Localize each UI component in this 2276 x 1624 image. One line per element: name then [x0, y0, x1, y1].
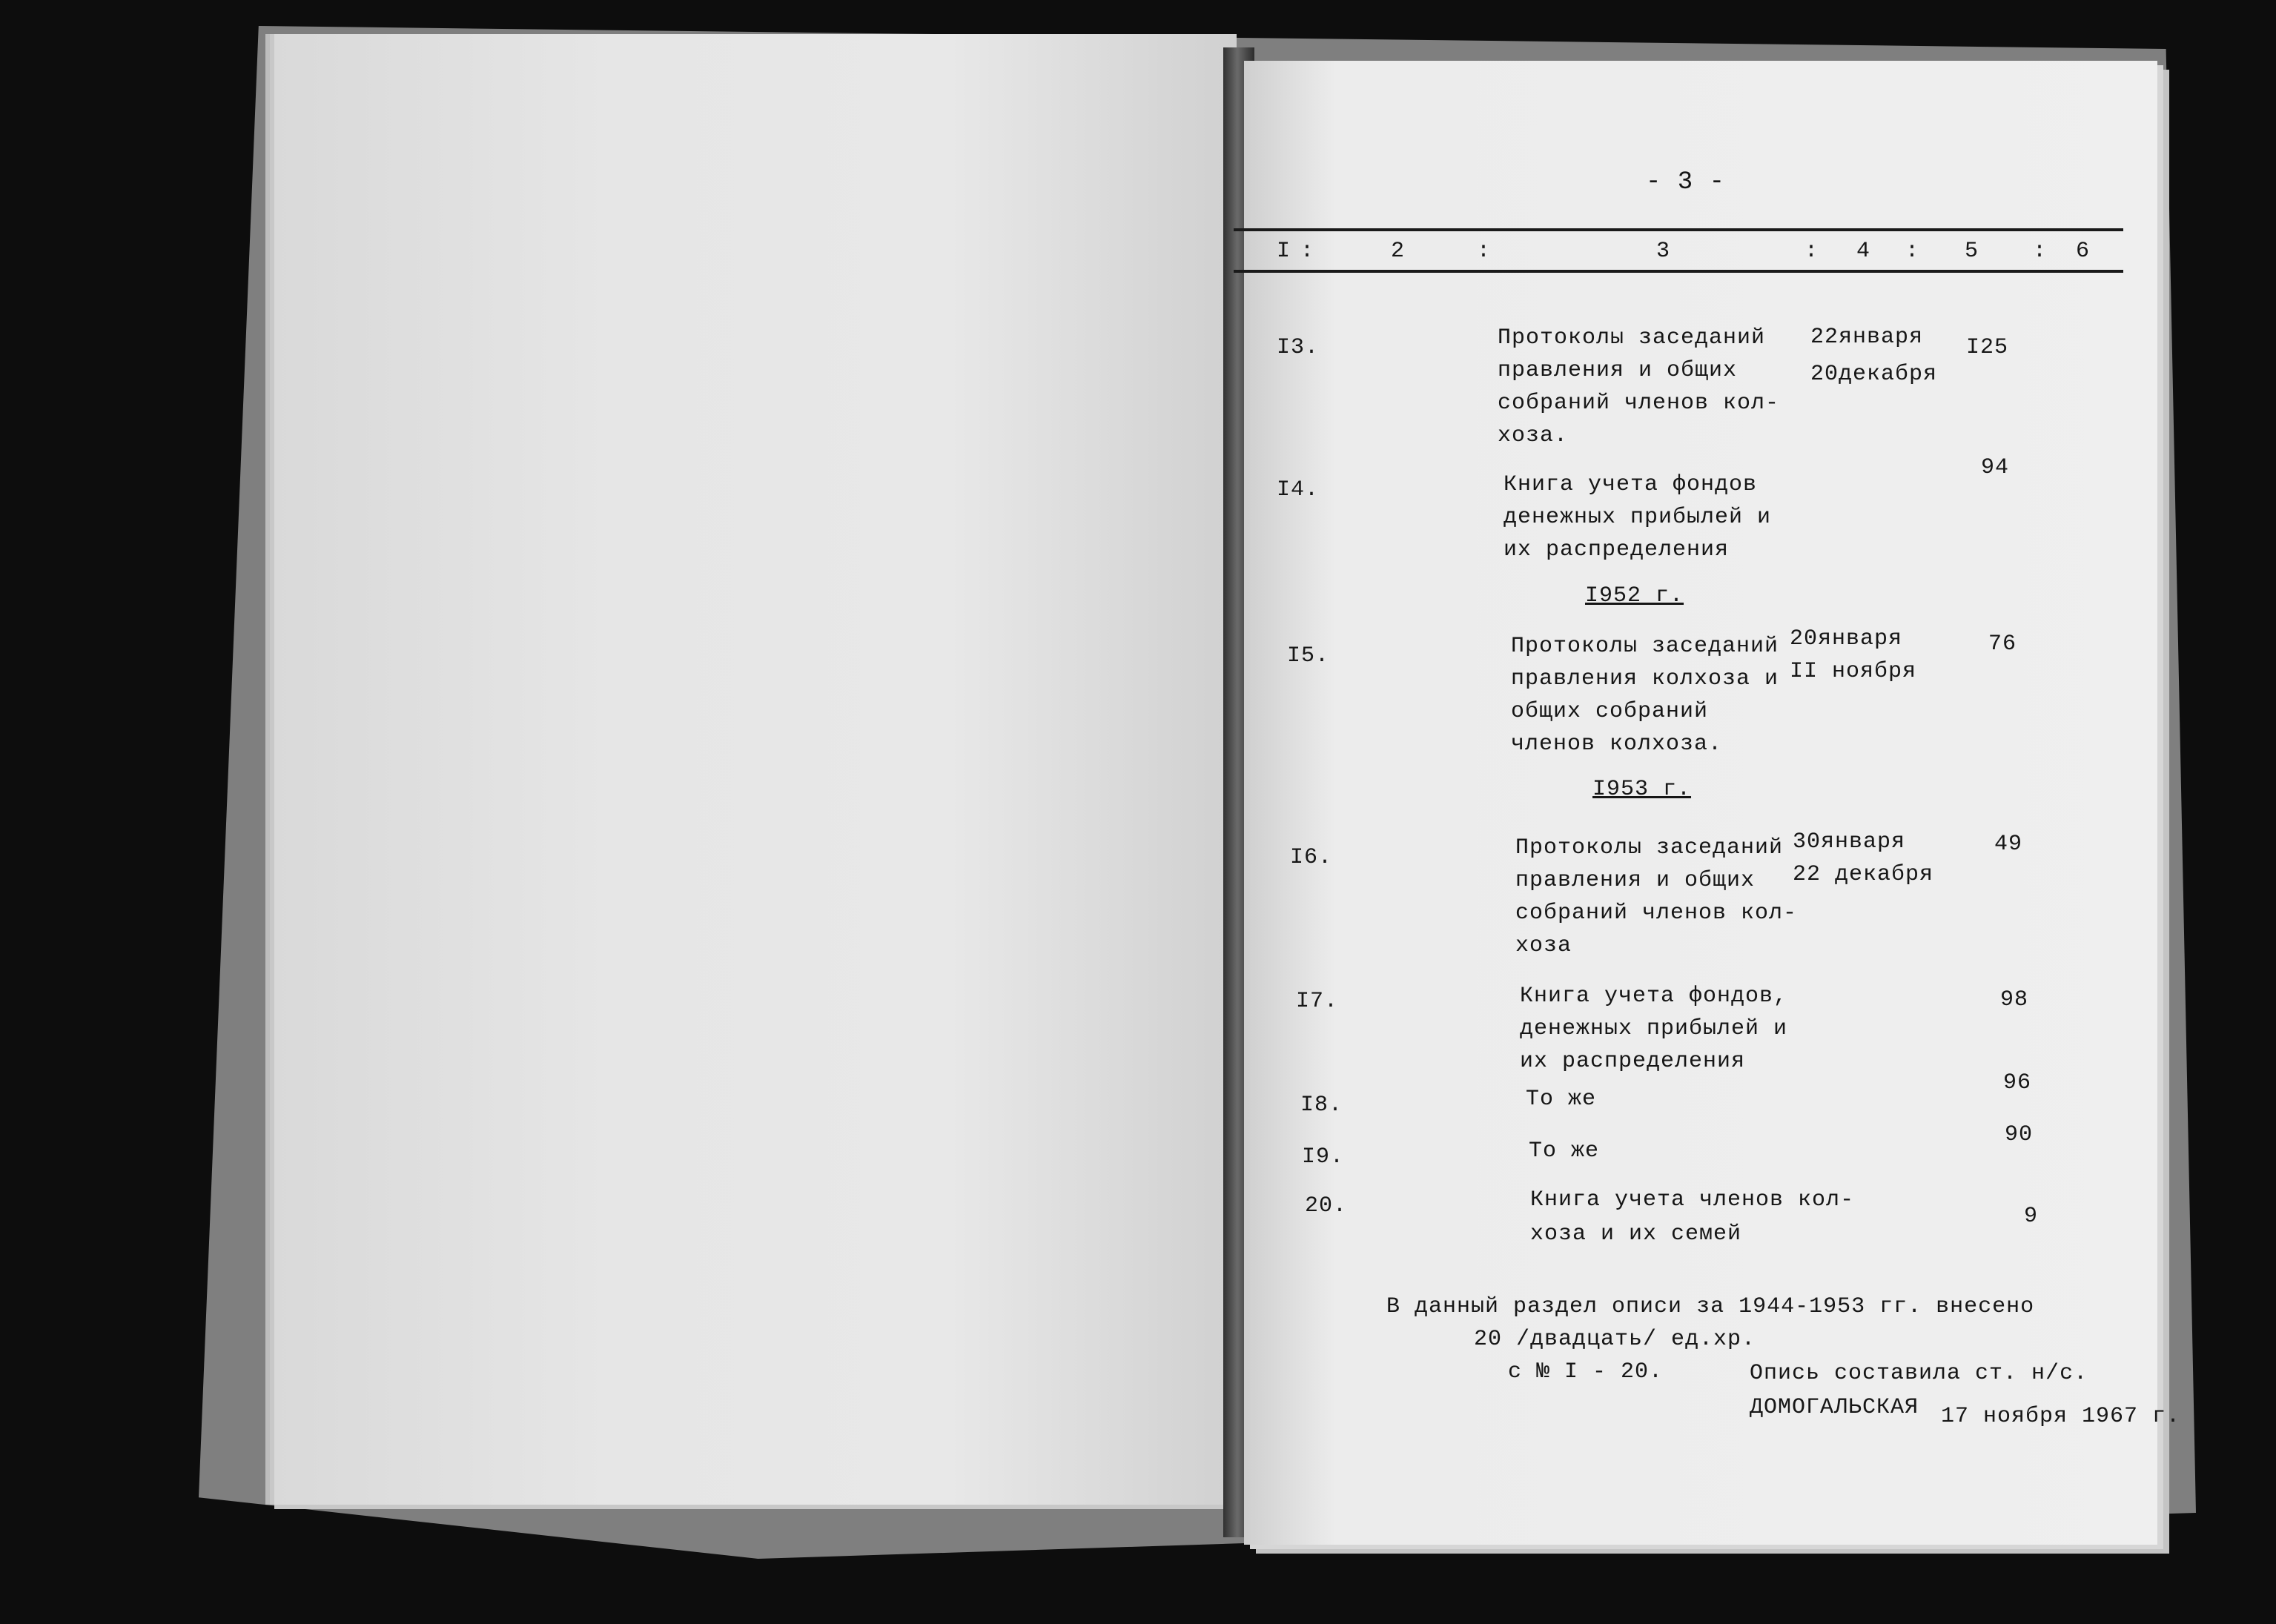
year-heading: I952 г. [1585, 583, 1684, 609]
column-separator: : [1300, 239, 1315, 264]
item-number: I7. [1296, 989, 1339, 1014]
column-header: 4 [1856, 239, 1871, 264]
sheet-count: 76 [1988, 632, 2017, 657]
summary-line: с № I - 20. [1508, 1359, 1664, 1385]
sheet-count: 94 [1981, 455, 2010, 480]
header-rule-top [1234, 228, 2123, 231]
year-heading: I953 г. [1592, 777, 1692, 802]
item-title: То же [1529, 1139, 1600, 1164]
item-dates: 20января II ноября [1790, 626, 1917, 684]
item-number: I8. [1300, 1093, 1343, 1118]
sheet-count: 49 [1994, 832, 2023, 857]
summary-line: 20 /двадцать/ ед.хр. [1474, 1327, 1756, 1352]
item-number: I9. [1302, 1144, 1345, 1170]
item-number: I4. [1277, 477, 1320, 503]
summary-line: В данный раздел описи за 1944-1953 гг. внесено [1386, 1294, 2035, 1319]
column-separator: : [1905, 239, 1920, 264]
item-title: Протоколы заседаний правления колхоза и общих собраний членов колхоза. [1511, 634, 1779, 757]
compiler-line: Опись составила ст. н/с. [1750, 1361, 2088, 1386]
left-blank-page [274, 34, 1237, 1505]
column-header: 2 [1391, 239, 1406, 264]
column-separator: : [1477, 239, 1492, 264]
compilation-date: 17 ноября 1967 г. [1941, 1404, 2181, 1429]
item-number: I6. [1290, 845, 1333, 870]
sheet-count: 98 [2000, 987, 2029, 1012]
item-title: Книга учета членов кол- хоза и их семей [1530, 1187, 1855, 1247]
item-number: I3. [1277, 335, 1320, 360]
item-number: I5. [1287, 643, 1330, 669]
column-separator: : [2033, 239, 2048, 264]
item-number: 20. [1305, 1193, 1348, 1219]
item-dates: 30января 22 декабря [1793, 829, 1934, 887]
page-number: - 3 - [1646, 168, 1726, 196]
sheet-count: I25 [1966, 335, 2009, 360]
column-header: 3 [1656, 239, 1671, 264]
right-page [1244, 61, 2181, 1545]
sheet-count: 90 [2005, 1122, 2034, 1147]
item-dates: 22января 20декабря [1810, 325, 1938, 387]
column-separator: : [1804, 239, 1819, 264]
item-title: Книга учета фондов, денежных прибылей и их распределения [1520, 984, 1788, 1074]
compiler-name: ДОМОГАЛЬСКАЯ [1750, 1395, 1919, 1420]
column-header: I [1277, 239, 1291, 264]
header-rule-bottom [1234, 270, 2123, 273]
item-title: Протоколы заседаний правления и общих собраний членов кол- хоза. [1498, 325, 1780, 448]
item-title: То же [1526, 1087, 1597, 1112]
sheet-count: 96 [2003, 1070, 2032, 1096]
column-header: 5 [1965, 239, 1979, 264]
sheet-count: 9 [2024, 1204, 2039, 1229]
column-header: 6 [2076, 239, 2091, 264]
item-title: Протоколы заседаний правления и общих собраний членов кол- хоза [1515, 835, 1798, 958]
item-title: Книга учета фондов денежных прибылей и их распределения [1503, 472, 1772, 563]
